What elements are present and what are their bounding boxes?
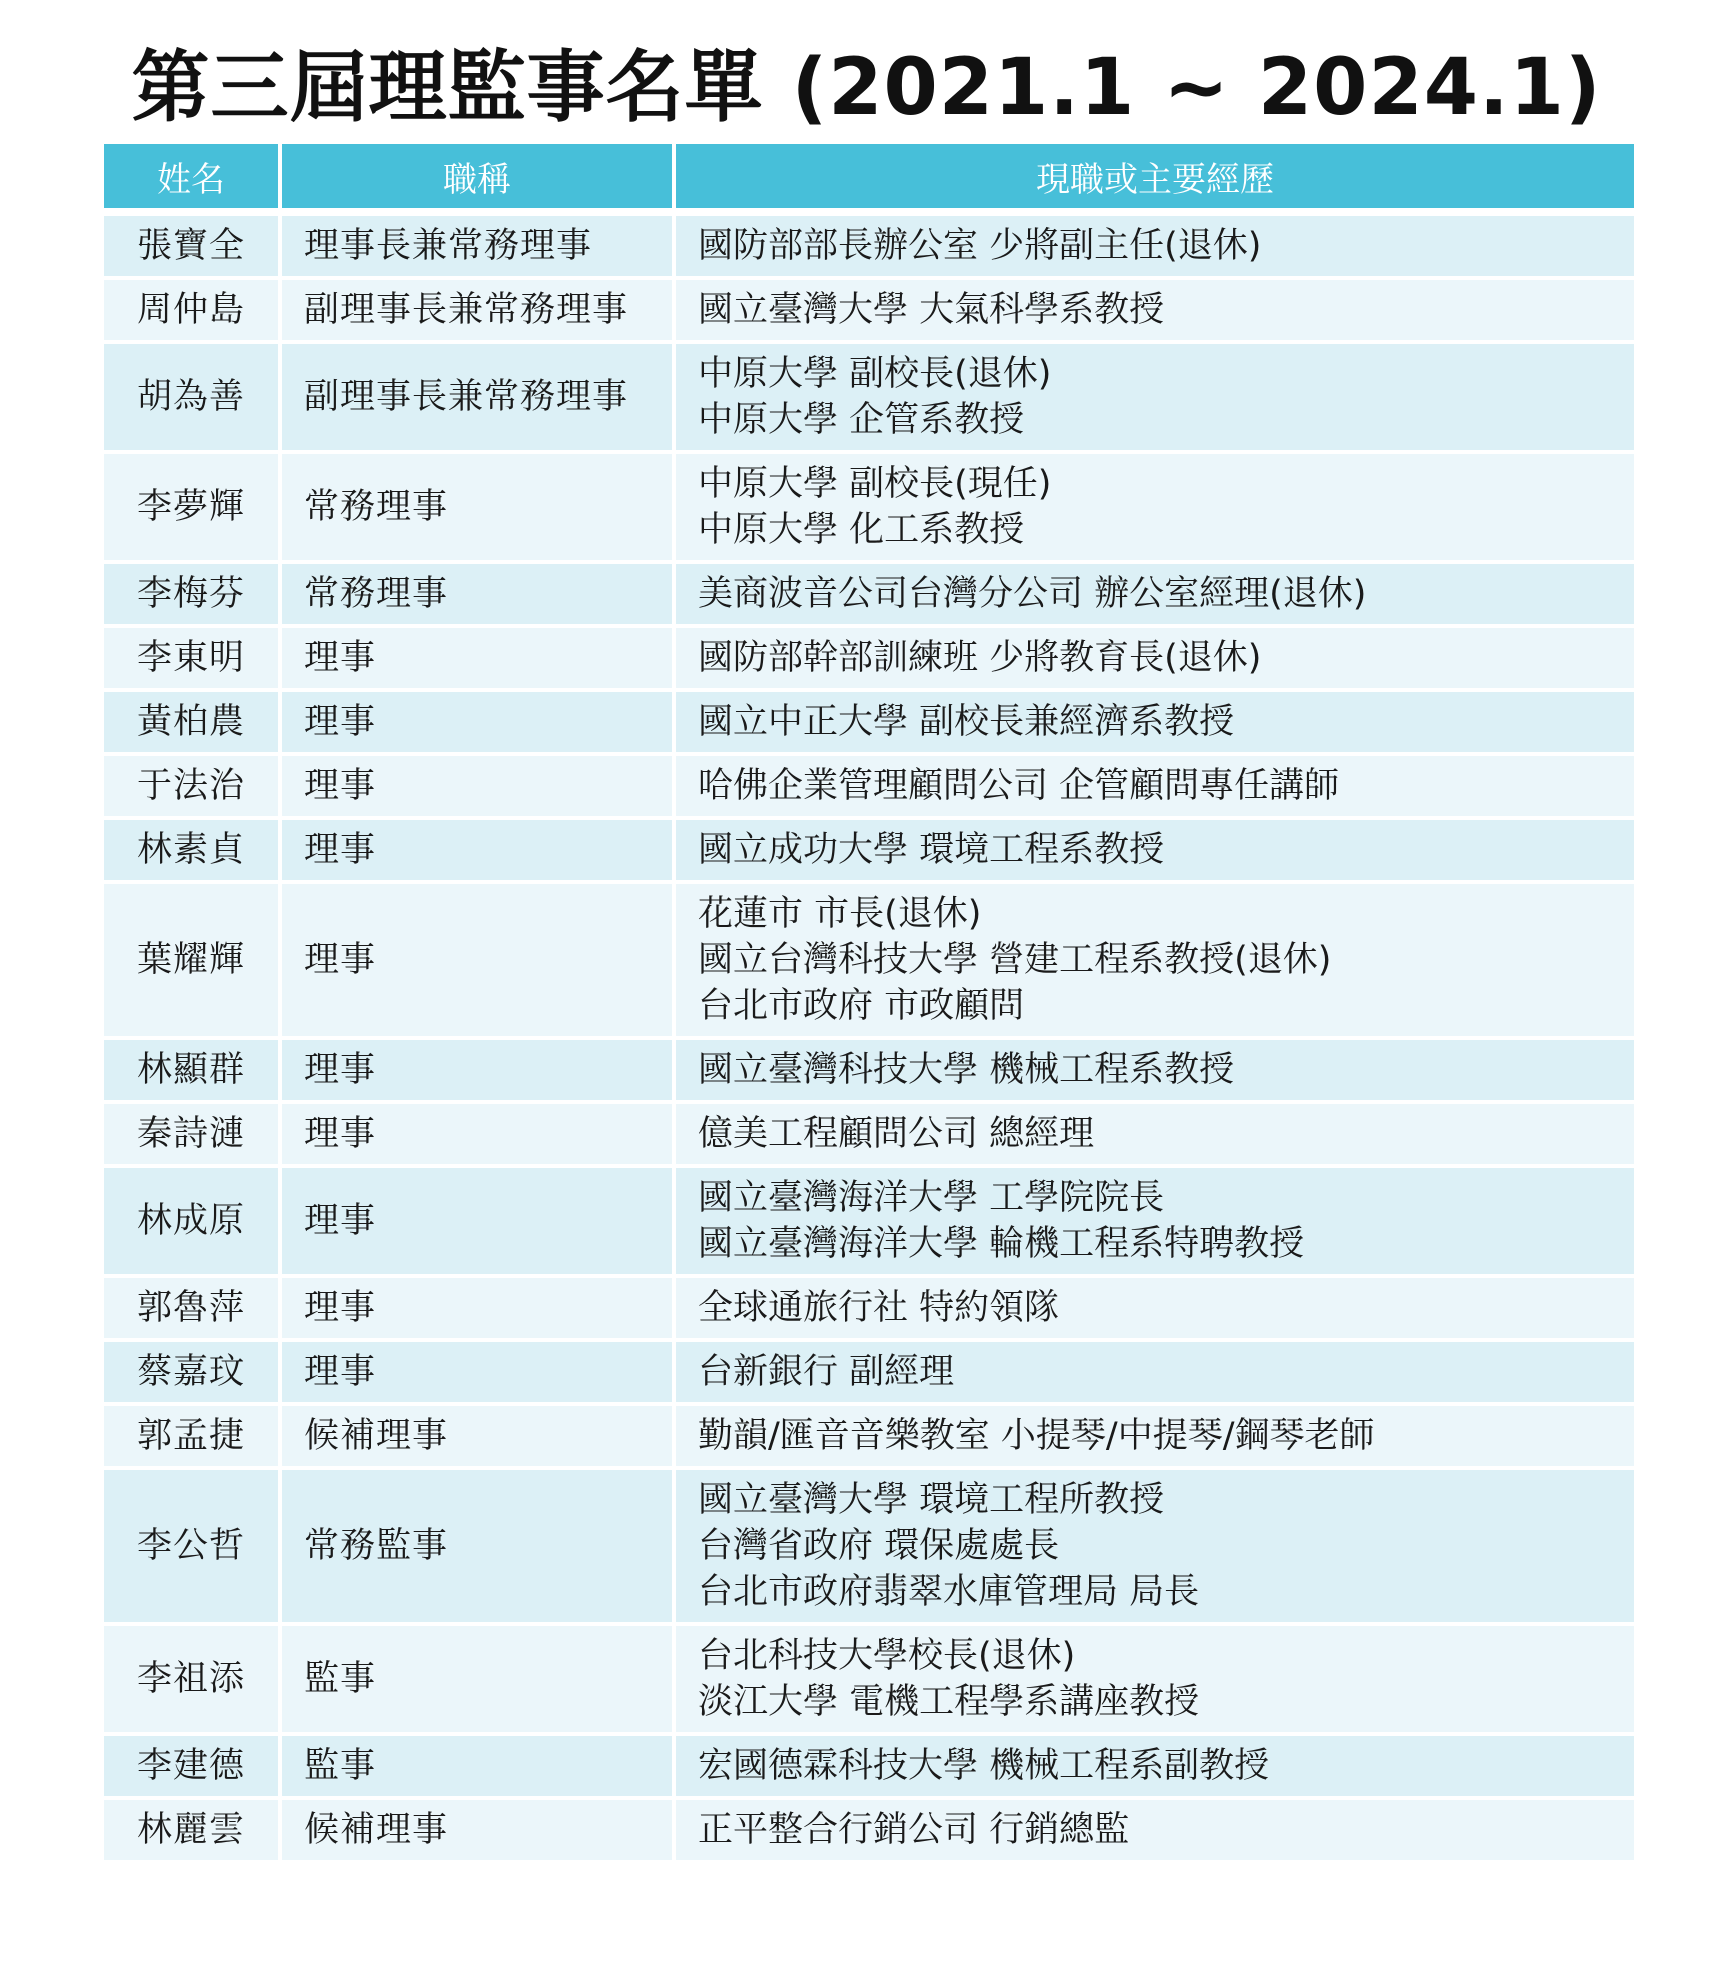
- member-name: 林成原: [104, 1168, 278, 1278]
- member-name: 黃柏農: [104, 692, 278, 756]
- member-experience: [672, 564, 1634, 628]
- member-name: 于法治: [104, 756, 278, 820]
- member-experience: [672, 1406, 1634, 1470]
- member-name: 林麗雲: [104, 1800, 278, 1864]
- experience-line: 台北科技大學校長(退休): [698, 1636, 1076, 1676]
- member-name: 林顯群: [104, 1040, 278, 1104]
- table-row: [104, 628, 1634, 692]
- column-header-role: 職稱: [278, 144, 672, 216]
- member-name: 李祖添: [104, 1626, 278, 1736]
- member-role: 副理事長兼常務理事: [278, 280, 672, 344]
- member-experience: [672, 756, 1634, 820]
- member-role: 理事: [278, 1342, 672, 1406]
- table-row: [104, 756, 1634, 820]
- member-experience: [672, 1626, 1634, 1736]
- experience-line: 正平整合行銷公司 行銷總監: [698, 1810, 1130, 1850]
- column-header-experience: 現職或主要經歷: [672, 144, 1634, 216]
- member-role: 理事: [278, 1278, 672, 1342]
- member-experience: [672, 1168, 1634, 1278]
- table-row: [104, 344, 1634, 454]
- table-row: [104, 884, 1634, 1040]
- experience-line: 國立臺灣海洋大學 工學院院長: [698, 1178, 1165, 1218]
- table-row: [104, 1342, 1634, 1406]
- member-role: 理事: [278, 628, 672, 692]
- table-row: [104, 692, 1634, 756]
- member-name: 郭魯萍: [104, 1278, 278, 1342]
- experience-line: 億美工程顧問公司 總經理: [698, 1114, 1095, 1154]
- member-name: 蔡嘉玟: [104, 1342, 278, 1406]
- table-row: [104, 1626, 1634, 1736]
- member-name: 張寶全: [104, 216, 278, 280]
- table-row: [104, 280, 1634, 344]
- table-row: [104, 1470, 1634, 1626]
- member-experience: [672, 454, 1634, 564]
- member-role: 理事: [278, 692, 672, 756]
- member-role: 候補理事: [278, 1406, 672, 1470]
- member-role: 理事: [278, 820, 672, 884]
- member-experience: [672, 884, 1634, 1040]
- member-name: 秦詩漣: [104, 1104, 278, 1168]
- experience-line: 國防部部長辦公室 少將副主任(退休): [698, 226, 1262, 266]
- experience-line: 台北市政府 市政顧問: [698, 986, 1025, 1026]
- member-role: 副理事長兼常務理事: [278, 344, 672, 454]
- member-role: 理事: [278, 1168, 672, 1278]
- member-name: 李夢輝: [104, 454, 278, 564]
- member-role: 常務理事: [278, 564, 672, 628]
- member-role: 理事長兼常務理事: [278, 216, 672, 280]
- member-table: [104, 144, 1634, 1864]
- member-role: 監事: [278, 1626, 672, 1736]
- table-row: [104, 216, 1634, 280]
- experience-line: 全球通旅行社 特約領隊: [698, 1288, 1060, 1328]
- experience-line: 中原大學 副校長(現任): [698, 464, 1052, 504]
- experience-line: 國立臺灣海洋大學 輪機工程系特聘教授: [698, 1224, 1305, 1264]
- member-name: 周仲島: [104, 280, 278, 344]
- table-row: [104, 1800, 1634, 1864]
- member-experience: [672, 1278, 1634, 1342]
- experience-line: 國立臺灣科技大學 機械工程系教授: [698, 1050, 1235, 1090]
- experience-line: 國立中正大學 副校長兼經濟系教授: [698, 702, 1235, 742]
- member-role: 理事: [278, 756, 672, 820]
- table-header-row: [104, 144, 1634, 216]
- member-name: 李公哲: [104, 1470, 278, 1626]
- member-experience: [672, 628, 1634, 692]
- member-experience: [672, 1104, 1634, 1168]
- table-row: [104, 1168, 1634, 1278]
- table-row: [104, 820, 1634, 884]
- member-role: 常務理事: [278, 454, 672, 564]
- table-row: [104, 564, 1634, 628]
- table-row: [104, 1104, 1634, 1168]
- member-role: 理事: [278, 1104, 672, 1168]
- member-role: 候補理事: [278, 1800, 672, 1864]
- experience-line: 台新銀行 副經理: [698, 1352, 955, 1392]
- table-row: [104, 454, 1634, 564]
- experience-line: 勤韻/匯音音樂教室 小提琴/中提琴/鋼琴老師: [698, 1416, 1375, 1456]
- member-experience: [672, 280, 1634, 344]
- member-name: 郭孟捷: [104, 1406, 278, 1470]
- table-row: [104, 1040, 1634, 1104]
- page-title: 第三屆理監事名單 (2021.1 ~ 2024.1): [131, 43, 1602, 133]
- experience-line: 中原大學 副校長(退休): [698, 354, 1052, 394]
- member-role: 理事: [278, 1040, 672, 1104]
- experience-line: 哈佛企業管理顧問公司 企管顧問專任講師: [698, 766, 1340, 806]
- experience-line: 台北市政府翡翠水庫管理局 局長: [698, 1572, 1200, 1612]
- member-experience: [672, 1342, 1634, 1406]
- experience-line: 國立臺灣大學 環境工程所教授: [698, 1480, 1165, 1520]
- experience-line: 宏國德霖科技大學 機械工程系副教授: [698, 1746, 1270, 1786]
- experience-line: 中原大學 化工系教授: [698, 510, 1025, 550]
- member-experience: [672, 1736, 1634, 1800]
- member-experience: [672, 1040, 1634, 1104]
- column-header-name: 姓名: [104, 144, 278, 216]
- member-experience: [672, 1470, 1634, 1626]
- member-name: 李建德: [104, 1736, 278, 1800]
- table-row: [104, 1736, 1634, 1800]
- experience-line: 淡江大學 電機工程學系講座教授: [698, 1682, 1200, 1722]
- member-experience: [672, 692, 1634, 756]
- table-row: [104, 1406, 1634, 1470]
- experience-line: 台灣省政府 環保處處長: [698, 1526, 1060, 1566]
- experience-line: 美商波音公司台灣分公司 辦公室經理(退休): [698, 574, 1367, 614]
- member-experience: [672, 1800, 1634, 1864]
- experience-line: 國立台灣科技大學 營建工程系教授(退休): [698, 940, 1332, 980]
- member-role: 常務監事: [278, 1470, 672, 1626]
- experience-line: 花蓮市 市長(退休): [698, 894, 982, 934]
- member-name: 葉耀輝: [104, 884, 278, 1040]
- member-name: 胡為善: [104, 344, 278, 454]
- member-role: 監事: [278, 1736, 672, 1800]
- table-body: [104, 216, 1634, 1864]
- member-name: 李東明: [104, 628, 278, 692]
- table-row: [104, 1278, 1634, 1342]
- member-name: 李梅芬: [104, 564, 278, 628]
- experience-line: 國立成功大學 環境工程系教授: [698, 830, 1165, 870]
- member-name: 林素貞: [104, 820, 278, 884]
- member-experience: [672, 820, 1634, 884]
- member-role: 理事: [278, 884, 672, 1040]
- experience-line: 中原大學 企管系教授: [698, 400, 1025, 440]
- member-experience: [672, 344, 1634, 454]
- experience-line: 國立臺灣大學 大氣科學系教授: [698, 290, 1165, 330]
- member-experience: [672, 216, 1634, 280]
- experience-line: 國防部幹部訓練班 少將教育長(退休): [698, 638, 1262, 678]
